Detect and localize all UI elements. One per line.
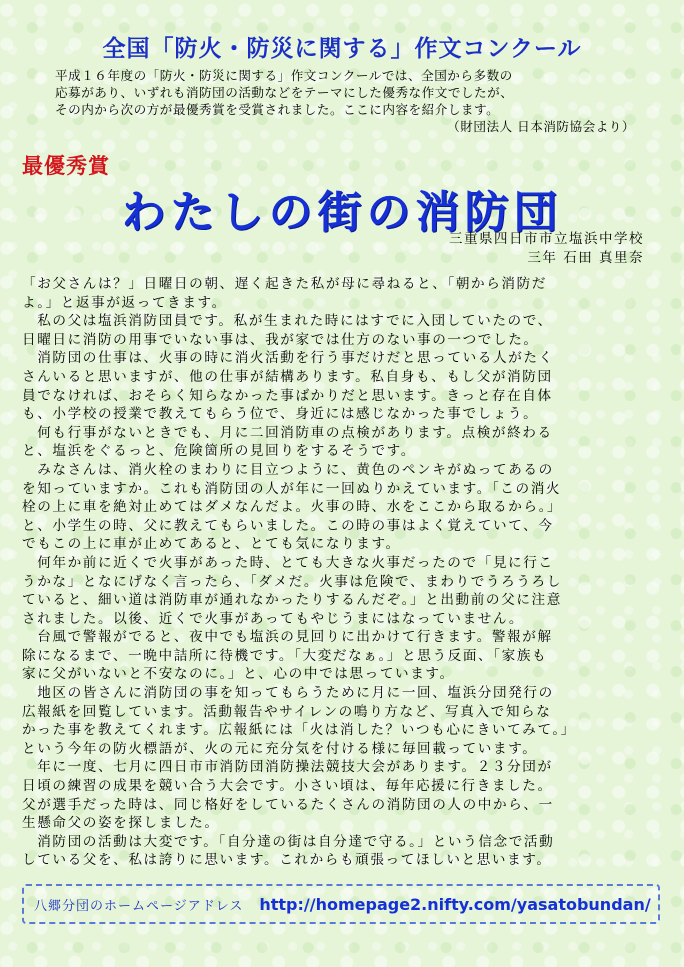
intro-line: その内から次の方が最優秀賞を受賞されました。ここに内容を紹介します。 <box>55 102 500 117</box>
essay-line: を知っていますか。これも消防団の人が年に一回ぬりかえています。「この消火 <box>22 480 562 497</box>
author-block <box>449 230 644 268</box>
intro-line: 平成１６年度の「防火・防災に関する」作文コンクールでは、全国から多数の <box>55 68 513 83</box>
essay-line: も、小学校の授業で教えてもらう位で、身近には感じなかった事でしょう。 <box>22 406 539 423</box>
essay-line: かった事を教えてくれます。広報紙には「火は消した？いつも心にきいてみて。」 <box>22 722 577 739</box>
essay-line: でもこの上に車が止めてあると、とても気になります。 <box>22 536 401 553</box>
essay-line: ていると、細い道は消防車が通れなかったりするんだぞ。」と出動前の父に注意 <box>22 592 562 609</box>
essay-line: 栓の上に車を絶対止めてはダメなんだよ。火事の時、水をここから取るから。」 <box>22 499 563 516</box>
essay-line: さんいると思いますが、他の仕事が結構あります。私自身も、もし父が消防団 <box>22 368 553 385</box>
essay-line: という今年の防火標語が、火の元に充分気を付ける様に毎回載っています。 <box>22 740 538 757</box>
essay-line: 消防団の仕事は、火事の時に消火活動を行う事だけだと思っている人がたく <box>22 350 554 367</box>
footer-link-box <box>22 884 660 924</box>
award-label: 最優秀賞 <box>22 153 110 178</box>
essay-line: 員でなければ、おそらく知らなかった事ばかりだと思います。きっと存在自体 <box>22 387 553 404</box>
essay-line: よ。」と返事が返ってきます。 <box>22 294 227 311</box>
essay-line: 家に父がいないと不安なのに。」と、心の中では思っています。 <box>22 666 455 683</box>
essay-title: わたしの街の消防団 <box>121 187 563 238</box>
essay-line: している父を、私は誇りに思います。これからも頑張ってほしいと思います。 <box>22 852 552 869</box>
essay-line: 消防団の活動は大変です。「自分達の街は自分達で守る。」という信念で活動 <box>22 833 555 850</box>
intro-line: 応募があり、いずれも消防団の活動などをテーマにした優秀な作文でしたが、 <box>55 85 514 100</box>
school-name: 三重県四日市市立塩浜中学校 <box>449 231 644 247</box>
essay-line: みなさんは、消火栓のまわりに目立つように、黄色のペンキがぬってあるの <box>22 461 554 478</box>
intro-source: （財団法人 日本消防協会より） <box>447 119 635 134</box>
essay-line: 日曜日に消防の用事でいない事は、我が家では仕方のない事の一つでした。 <box>22 331 539 348</box>
author-name: 三年 石田 真里奈 <box>527 250 644 266</box>
essay-line: 台風で警報がでると、夜中でも塩浜の見回りに出かけて行きます。警報が解 <box>22 629 553 646</box>
homepage-link[interactable]: http://homepage2.nifty.com/yasatobundan/ <box>259 894 651 914</box>
essay-line: 父が選手だった時は、同じ格好をしているたくさんの消防団の人の中から、一 <box>22 796 554 813</box>
essay-line: 生懸命父の姿を探しました。 <box>22 815 220 832</box>
essay-line: と、小学生の時、父に教えてもらいました。この時の事はよく覚えていて、今 <box>22 517 554 534</box>
footer-label: 八郷分団のホームページアドレス <box>34 898 244 914</box>
essay-line: 広報紙を回覧しています。活動報告やサイレンの鳴り方など、写真入で知らな <box>22 703 552 720</box>
essay-line: と、塩浜をぐるっと、危険箇所の見回りをするそうです。 <box>22 443 416 460</box>
essay-line: 日頃の練習の成果を競い合う大会です。小さい頃は、毎年応援に行きました。 <box>22 778 553 795</box>
essay-line: 私の父は塩浜消防団員です。私が生まれた時にはすでに入団していたので、 <box>22 313 553 330</box>
essay-line: 除になるまで、一晩中詰所に待機です。「大変だなぁ。」と思う反面、「家族も <box>22 647 548 664</box>
essay-line: 何年か前に近くで火事があった時、とても大きな火事だったので「見に行こ <box>22 554 554 571</box>
essay-body <box>22 275 647 870</box>
essay-line: されました。以後、近くで火事があってもやじうまにはなっていません。 <box>22 610 525 627</box>
essay-line: 何も行事がないときでも、月に二回消防車の点検があります。点検が終わる <box>22 424 553 441</box>
essay-line: うかな」となにげなく言ったら、「ダメだ。火事は危険で、まわりでうろうろし <box>22 573 562 590</box>
page-title: 全国「防火・防災に関する」作文コンクール <box>102 35 582 62</box>
essay-line: 年に一度、七月に四日市市消防団消防操法競技大会があります。２３分団が <box>22 759 553 776</box>
essay-line: 「お父さんは？」日曜日の朝、遅く起きた私が母に尋ねると、「朝から消防だ <box>22 276 547 292</box>
intro-paragraph <box>55 67 655 135</box>
essay-line: 地区の皆さんに消防団の事を知ってもらうために月に一回、塩浜分団発行の <box>22 685 554 702</box>
